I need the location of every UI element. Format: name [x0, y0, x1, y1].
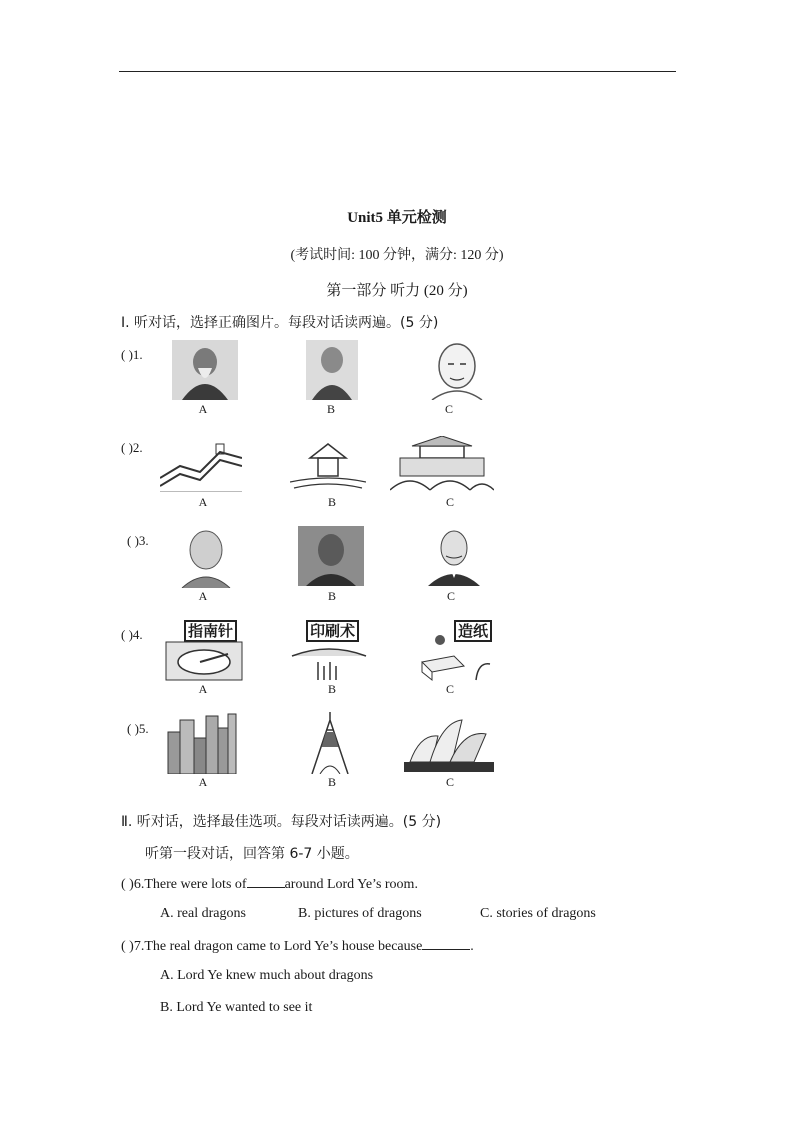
q1-label-a: A	[198, 402, 208, 416]
section1-heading: Ⅰ. 听对话，选择正确图片。每段对话读两遍。(5 分)	[121, 315, 439, 331]
section2-instruction: 听第一段对话，回答第 6-7 小题。	[145, 846, 359, 862]
q4-number: ( )4.	[121, 627, 143, 642]
section2-heading: Ⅱ. 听对话，选择最佳选项。每段对话读两遍。(5 分)	[121, 814, 442, 830]
q4-image-c-papermaking	[418, 620, 498, 682]
q7-number: ( )7.	[121, 939, 145, 954]
q6	[121, 875, 418, 893]
q6-number: ( )6.	[121, 877, 145, 892]
q1-image-a-portrait-icon	[172, 340, 238, 400]
q2-image-a-great-wall-icon	[160, 438, 242, 492]
q7-stem-after: .	[470, 939, 474, 954]
q4-label-c: C	[445, 682, 454, 696]
q4-label-b: B	[327, 682, 336, 696]
q1-image-c-portrait-icon	[420, 340, 494, 400]
q1-image-b-portrait-icon	[306, 340, 358, 400]
q3-label-b: B	[327, 589, 336, 603]
q6-option-c: C. stories of dragons	[480, 906, 596, 921]
q4-sign-a: 指南针	[184, 620, 237, 642]
q6-stem-before: There were lots of	[144, 877, 247, 892]
q5-image-c-opera-house-icon	[402, 716, 496, 774]
q3-label-a: A	[198, 589, 208, 603]
q2-number: ( )2.	[121, 440, 143, 455]
q4-image-a-compass	[164, 620, 244, 682]
q7-option-a: A. Lord Ye knew much about dragons	[160, 968, 374, 983]
q4-sign-b: 印刷术	[306, 620, 359, 642]
exam-info: (考试时间: 100 分钟，满分: 120 分)	[290, 248, 504, 263]
q1-number: ( )1.	[121, 347, 143, 362]
header-rule	[119, 71, 676, 72]
q3-number: ( )3.	[127, 533, 149, 548]
q2-image-c-tiananmen-icon	[390, 436, 494, 492]
q3-image-c-portrait-icon	[422, 526, 486, 586]
q5-number: ( )5.	[127, 721, 149, 736]
q6-option-a: A. real dragons	[160, 906, 246, 921]
q3-label-c: C	[446, 589, 455, 603]
q5-image-b-eiffel-tower-icon	[310, 712, 350, 774]
q2-image-b-pagoda-icon	[290, 434, 366, 492]
printing-press-icon	[290, 642, 368, 682]
page-title: Unit5 单元检测	[347, 210, 447, 226]
part-heading: 第一部分 听力 (20 分)	[326, 283, 468, 299]
q7-answer-blank[interactable]	[422, 937, 470, 950]
q2-label-b: B	[327, 495, 336, 509]
q6-option-b: B. pictures of dragons	[298, 906, 422, 921]
q5-image-a-skyscrapers-icon	[166, 712, 238, 774]
q2-label-a: A	[198, 495, 208, 509]
q3-image-b-portrait-icon	[298, 526, 364, 586]
papermaking-icon	[418, 632, 498, 682]
q2-label-c: C	[445, 495, 454, 509]
compass-spoon-icon	[164, 640, 244, 682]
q1-label-b: B	[326, 402, 335, 416]
q4-image-b-printing	[290, 620, 368, 682]
q6-answer-blank[interactable]	[247, 875, 285, 888]
q5-label-c: C	[445, 775, 454, 789]
q7-option-b: B. Lord Ye wanted to see it	[160, 1000, 313, 1015]
q7-stem-before: The real dragon came to Lord Ye’s house because	[144, 939, 423, 954]
q3-image-a-portrait-icon	[172, 526, 240, 588]
q4-sign-c: 造纸	[454, 620, 492, 642]
q1-label-c: C	[444, 402, 453, 416]
q6-stem-after: around Lord Ye’s room.	[284, 877, 418, 892]
q7	[121, 937, 474, 955]
q4-label-a: A	[198, 682, 208, 696]
q5-label-b: B	[327, 775, 336, 789]
q5-label-a: A	[198, 775, 208, 789]
